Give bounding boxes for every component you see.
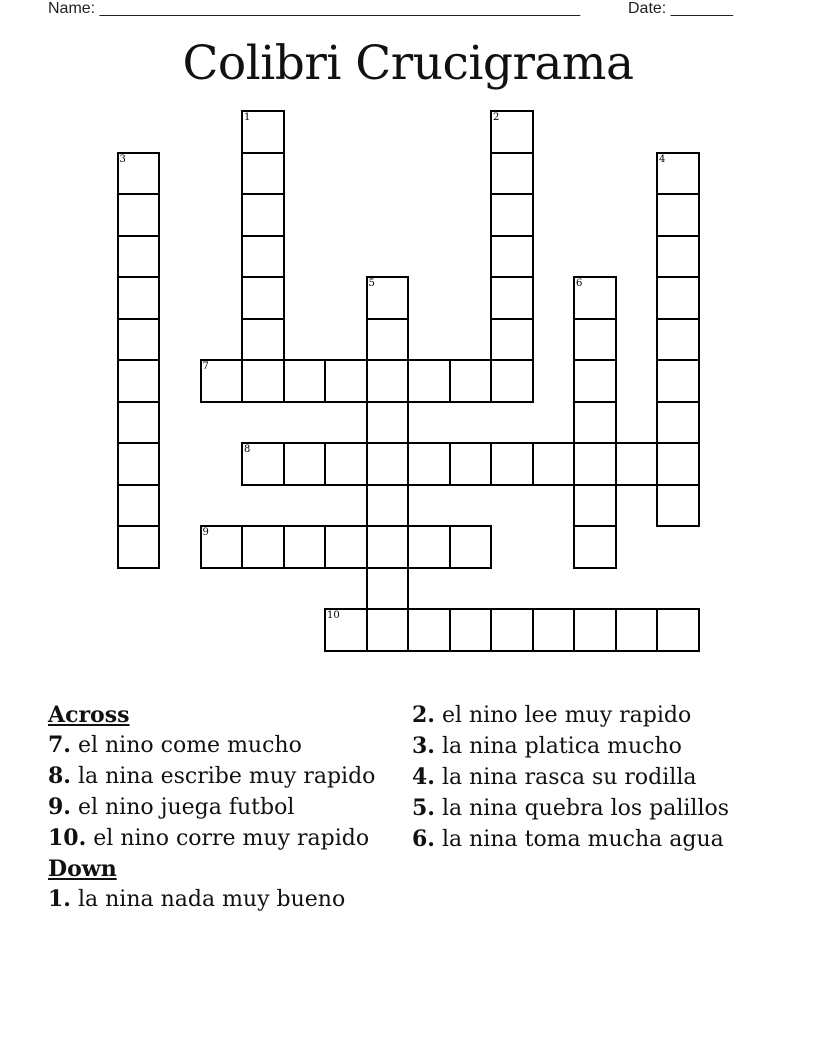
grid-cell[interactable] [241, 276, 285, 320]
date-field: Date: _______ [628, 0, 733, 17]
clue-text: el nino juega futbol [77, 795, 295, 820]
grid-cell[interactable] [656, 401, 700, 445]
grid-cell[interactable] [573, 359, 617, 403]
clue-number: 6. [412, 826, 435, 852]
grid-cell[interactable] [366, 442, 410, 486]
grid-cell[interactable] [490, 235, 534, 279]
grid-cell[interactable] [573, 608, 617, 652]
grid-cell[interactable] [241, 152, 285, 196]
grid-cell[interactable] [656, 608, 700, 652]
grid-cell[interactable] [490, 442, 534, 486]
grid-cell[interactable] [200, 525, 244, 569]
grid-cell[interactable] [241, 442, 285, 486]
grid-cell[interactable] [490, 318, 534, 362]
grid-cell[interactable] [656, 318, 700, 362]
clue-text: el nino lee muy rapido [441, 703, 692, 728]
grid-cell[interactable] [656, 235, 700, 279]
clue-text: el nino come mucho [77, 733, 302, 758]
grid-cell[interactable] [656, 276, 700, 320]
clue-number: 9. [48, 794, 71, 820]
grid-cell[interactable] [407, 608, 451, 652]
clue-down-2 [412, 702, 732, 729]
clue-down-4 [412, 764, 732, 791]
grid-cell[interactable] [117, 484, 161, 528]
grid-cell[interactable] [117, 442, 161, 486]
clue-text: la nina quebra los palillos [441, 796, 730, 821]
clue-text: la nina toma mucha agua [441, 827, 724, 852]
grid-cell[interactable] [449, 442, 493, 486]
grid-cell[interactable] [366, 401, 410, 445]
clue-number: 3. [412, 733, 435, 759]
grid-cell[interactable] [117, 318, 161, 362]
grid-cell[interactable] [573, 525, 617, 569]
grid-cell[interactable] [366, 484, 410, 528]
grid-cell[interactable] [283, 442, 327, 486]
grid-cell[interactable] [117, 152, 161, 196]
clue-text: la nina rasca su rodilla [441, 765, 697, 790]
down-heading: Down [48, 856, 117, 882]
cell-number: 9 [202, 527, 209, 538]
grid-cell[interactable] [117, 276, 161, 320]
grid-cell[interactable] [615, 608, 659, 652]
grid-cell[interactable] [490, 276, 534, 320]
grid-cell[interactable] [366, 276, 410, 320]
grid-cell[interactable] [532, 442, 576, 486]
clue-across-9 [48, 794, 398, 821]
grid-cell[interactable] [117, 193, 161, 237]
grid-cell[interactable] [573, 484, 617, 528]
clues-right-column [412, 702, 732, 857]
clue-number: 7. [48, 732, 71, 758]
grid-cell[interactable] [241, 318, 285, 362]
clue-down-3 [412, 733, 732, 760]
grid-cell[interactable] [615, 442, 659, 486]
grid-cell[interactable] [532, 608, 576, 652]
clue-number: 5. [412, 795, 435, 821]
grid-cell[interactable] [656, 442, 700, 486]
grid-cell[interactable] [490, 193, 534, 237]
across-heading: Across [48, 702, 130, 728]
grid-cell[interactable] [241, 359, 285, 403]
grid-cell[interactable] [324, 442, 368, 486]
grid-cell[interactable] [241, 193, 285, 237]
grid-cell[interactable] [366, 318, 410, 362]
clue-down-5 [412, 795, 732, 822]
clue-number: 4. [412, 764, 435, 790]
grid-cell[interactable] [490, 608, 534, 652]
clue-text: la nina nada muy bueno [77, 887, 346, 912]
clue-across-8 [48, 763, 398, 790]
grid-cell[interactable] [573, 401, 617, 445]
clue-down-6 [412, 826, 732, 853]
name-field: Name: ______________________________________________________ [48, 0, 581, 17]
grid-cell[interactable] [366, 359, 410, 403]
grid-cell[interactable] [324, 359, 368, 403]
cell-number: 4 [659, 153, 666, 165]
grid-cell[interactable] [241, 110, 285, 154]
clue-text: la nina escribe muy rapido [77, 764, 376, 789]
grid-cell[interactable] [490, 152, 534, 196]
grid-cell[interactable] [573, 276, 617, 320]
clue-number: 8. [48, 763, 71, 789]
grid-cell[interactable] [573, 442, 617, 486]
grid-cell[interactable] [117, 525, 161, 569]
cell-number: 2 [493, 112, 500, 123]
grid-cell[interactable] [490, 359, 534, 403]
grid-cell[interactable] [324, 608, 368, 652]
grid-cell[interactable] [283, 525, 327, 569]
grid-cell[interactable] [366, 608, 410, 652]
cell-number: 7 [202, 361, 209, 372]
grid-cell[interactable] [366, 567, 410, 611]
cell-number: 10 [327, 610, 340, 621]
grid-cell[interactable] [449, 359, 493, 403]
grid-cell[interactable] [241, 525, 285, 569]
grid-cell[interactable] [656, 152, 700, 196]
clue-number: 10. [48, 825, 87, 851]
grid-cell[interactable] [366, 525, 410, 569]
cell-number: 8 [244, 444, 251, 455]
cell-number: 1 [244, 112, 251, 123]
grid-cell[interactable] [407, 525, 451, 569]
grid-cell[interactable] [117, 401, 161, 445]
clue-across-7 [48, 732, 398, 759]
clue-text: el nino corre muy rapido [93, 826, 370, 851]
grid-cell[interactable] [407, 442, 451, 486]
clue-number: 1. [48, 886, 71, 912]
grid-cell[interactable] [241, 235, 285, 279]
clue-down-1 [48, 886, 398, 913]
clue-number: 2. [412, 702, 435, 728]
grid-cell[interactable] [117, 359, 161, 403]
clue-across-10 [48, 825, 398, 852]
grid-cell[interactable] [200, 359, 244, 403]
grid-cell[interactable] [324, 525, 368, 569]
clue-text: la nina platica mucho [441, 734, 682, 759]
cell-number: 6 [576, 278, 583, 289]
grid-cell[interactable] [283, 359, 327, 403]
grid-cell[interactable] [573, 318, 617, 362]
grid-cell[interactable] [490, 110, 534, 154]
cell-number: 5 [368, 278, 375, 289]
page-title: Colibri Crucigrama [182, 36, 634, 91]
grid-cell[interactable] [117, 235, 161, 279]
clues-left-column [48, 702, 398, 917]
grid-cell[interactable] [449, 608, 493, 652]
grid-cell[interactable] [449, 525, 493, 569]
grid-cell[interactable] [656, 193, 700, 237]
cell-number: 3 [119, 153, 126, 165]
grid-cell[interactable] [656, 359, 700, 403]
grid-cell[interactable] [656, 484, 700, 528]
grid-cell[interactable] [407, 359, 451, 403]
